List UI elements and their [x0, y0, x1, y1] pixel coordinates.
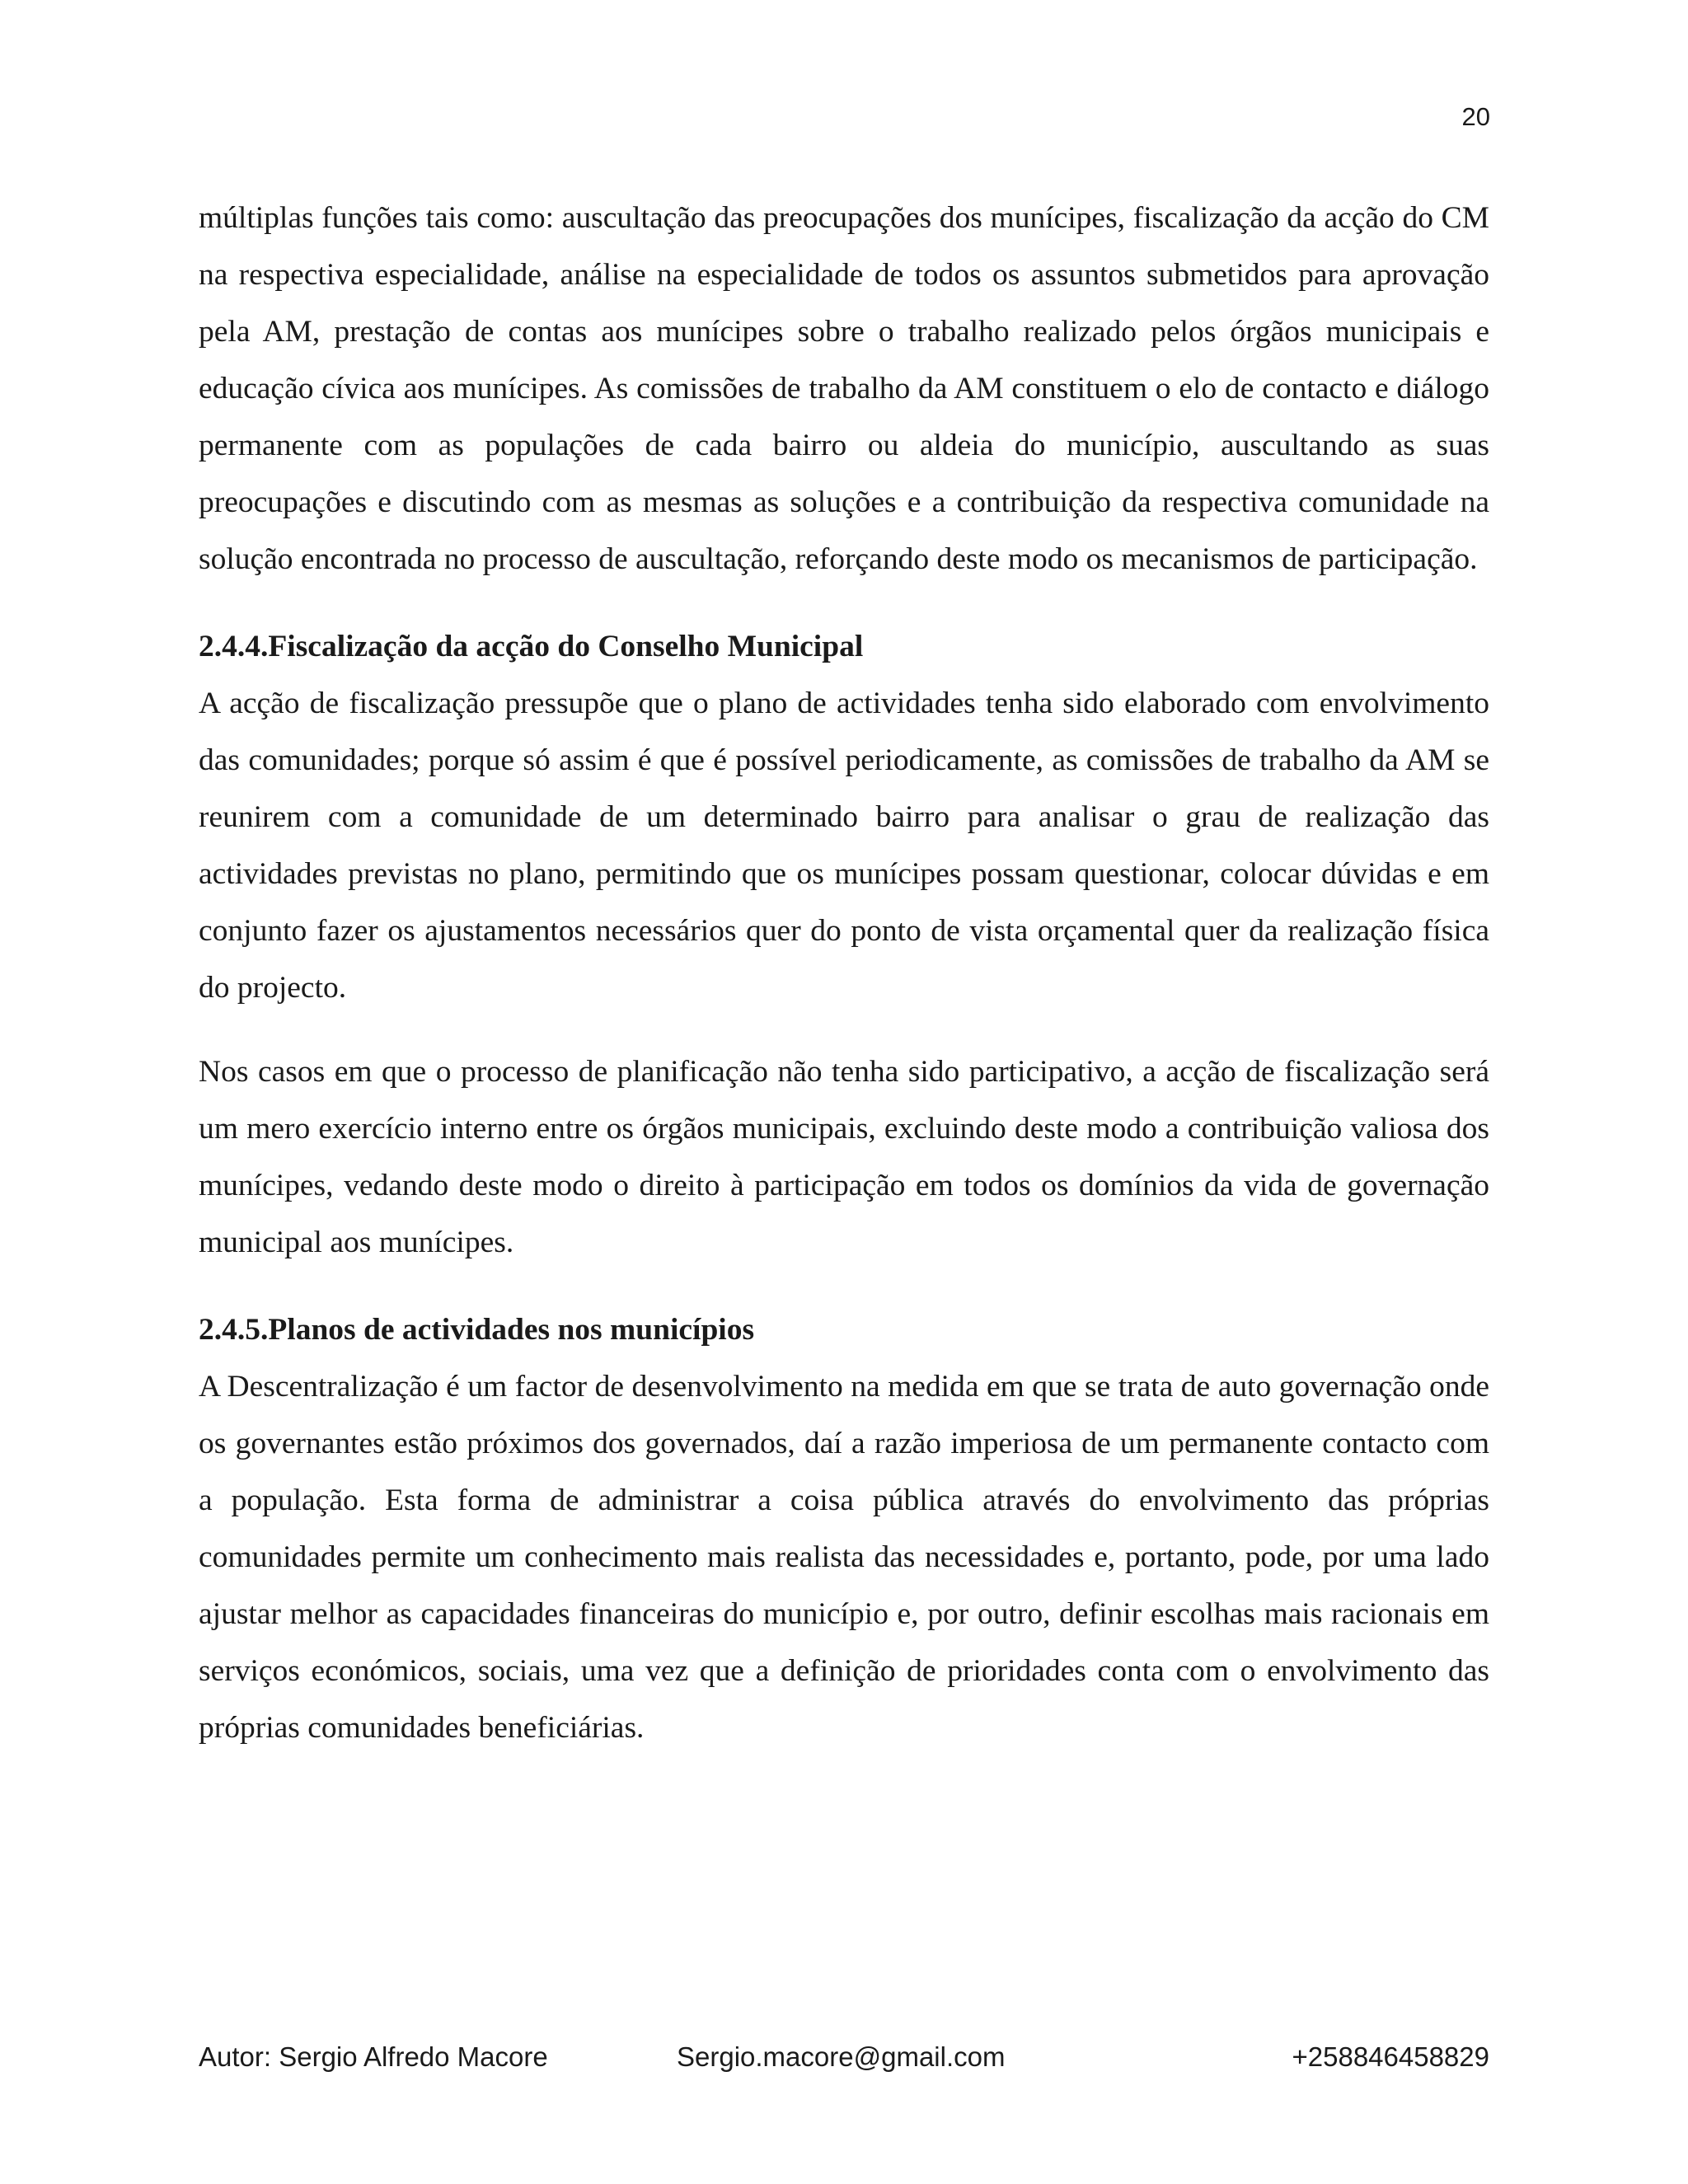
page-footer	[199, 2040, 1489, 2074]
body-paragraph: A Descentralização é um factor de desenvolvimento na medida em que se trata de auto governação onde os governantes estão próximos dos governados, daí a razão imperiosa de um permanente contacto com a população. Esta forma de administrar a coisa pública através do envolvimento das próprias comunidades permite um conhecimento mais realista das necessidades e, portanto, pode, por uma lado ajustar melhor as capacidades financeiras do município e, por outro, definir escolhas mais racionais em serviços económicos, sociais, uma vez que a definição de prioridades conta com o envolvimento das próprias comunidades beneficiárias.	[199, 1370, 1489, 1745]
document-body	[199, 190, 1489, 1756]
body-paragraph: Nos casos em que o processo de planificação não tenha sido participativo, a acção de fiscalização será um mero exercício interno entre os órgãos municipais, excluindo deste modo a contribuição valiosa dos munícipes, vedando deste modo o direito à participação em todos os domínios da vida de governação municipal aos munícipes.	[199, 1055, 1489, 1259]
footer-email: Sergio.macore@gmail.com	[677, 2041, 1006, 2072]
footer-phone: +258846458829	[1292, 2041, 1489, 2072]
footer-author: Autor: Sergio Alfredo Macore	[199, 2041, 548, 2072]
section-heading-2-4-4: 2.4.4.Fiscalização da acção do Conselho Municipal	[199, 630, 864, 663]
body-paragraph: múltiplas funções tais como: auscultação das preocupações dos munícipes, fiscalização da acção do CM na respectiva especialidade, análise na especialidade de todos os assuntos submetidos para aprovação pela AM, prestação de contas aos munícipes sobre o trabalho realizado pelos órgãos municipais e educação cívica aos munícipes. As comissões de trabalho da AM constituem o elo de contacto e diálogo permanente com as populações de cada bairro ou aldeia do município, auscultando as suas preocupações e discutindo com as mesmas as soluções e a contribuição da respectiva comunidade na solução encontrada no processo de auscultação, reforçando deste modo os mecanismos de participação.	[199, 201, 1489, 576]
body-paragraph: A acção de fiscalização pressupõe que o plano de actividades tenha sido elaborado com envolvimento das comunidades; porque só assim é que é possível periodicamente, as comissões de trabalho da AM se reunirem com a comunidade de um determinado bairro para analisar o grau de realização das actividades previstas no plano, permitindo que os munícipes possam questionar, colocar dúvidas e em conjunto fazer os ajustamentos necessários quer do ponto de vista orçamental quer da realização física do projecto.	[199, 687, 1489, 1005]
section-heading-2-4-5: 2.4.5.Planos de actividades nos municípios	[199, 1313, 755, 1347]
page-number: 20	[1461, 102, 1490, 131]
